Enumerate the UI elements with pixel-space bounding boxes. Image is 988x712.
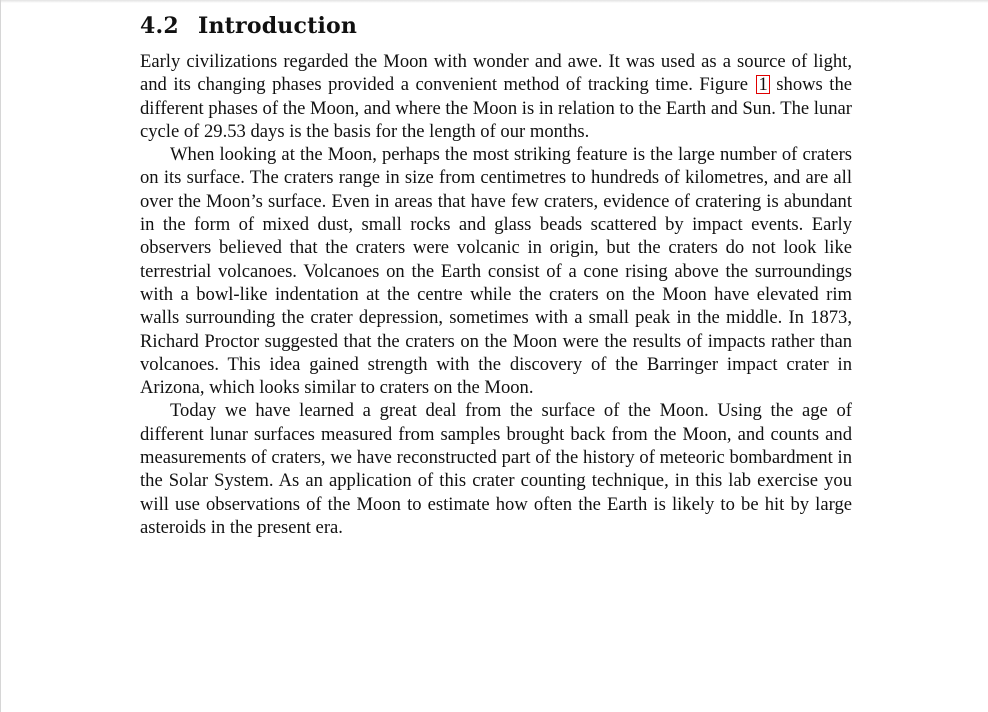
figure-reference-link[interactable]: 1 bbox=[758, 74, 768, 96]
page-top-edge bbox=[1, 0, 988, 3]
paragraph-1 bbox=[140, 50, 852, 143]
section-number: 4.2 bbox=[140, 13, 179, 39]
paragraph-3: Today we have learned a great deal from the surface of the Moon. Using the age of different lunar surfaces measured from samples brought back from the Moon, and counts and measurements of craters, we have reconstructed part of the history of meteoric bombardment in the Solar System. As an application of this crater counting technique, in this lab exercise you will use observations of the Moon to estimate how often the Earth is likely to be hit by large asteroids in the present era. bbox=[140, 400, 852, 538]
paragraph-1-text-before-ref: Early civilizations regarded the Moon with wonder and awe. It was used as a source of light, and its changing phases provided a convenient method of tracking time. Figure bbox=[140, 51, 852, 96]
section-heading bbox=[140, 10, 852, 42]
paragraph-1-text-after-ref: shows the different phases of the Moon, and where the Moon is in relation to the Earth and Sun. The lunar cycle of 29.53 days is the basis for the length of our months. bbox=[140, 74, 852, 142]
paragraph-2: When looking at the Moon, perhaps the most striking feature is the large number of craters on its surface. The craters range in size from centimetres to hundreds of kilometres, and are all over the Moon’s surface. Even in areas that have few craters, evidence of cratering is abundant in the form of mixed dust, small rocks and glass beads scattered by impact events. Early observers believed that the craters were volcanic in origin, but the craters do not look like terrestrial volcanoes. Volcanoes on the Earth consist of a cone rising above the surroundings with a bowl-like indentation at the centre while the craters on the Moon have elevated rim walls surrounding the crater depression, sometimes with a small peak in the middle. In 1873, Richard Proctor suggested that the craters on the Moon were the results of impacts rather than volcanoes. This idea gained strength with the discovery of the Barringer impact crater in Arizona, which looks similar to craters on the Moon. bbox=[140, 144, 852, 399]
section-title: Introduction bbox=[198, 13, 358, 39]
document-page bbox=[140, 10, 852, 539]
